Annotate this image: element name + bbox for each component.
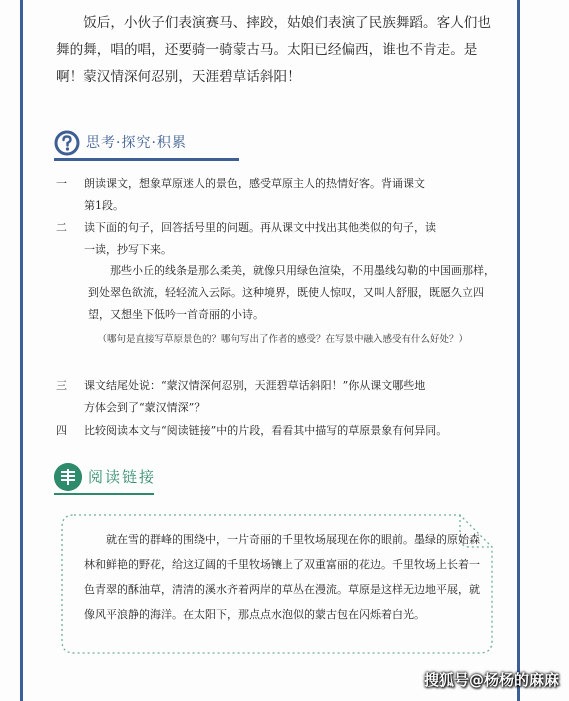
- question-text-cont: 一读，抄写下来。: [84, 243, 172, 256]
- question-number: 三: [56, 379, 67, 392]
- section-think-explore-title: [54, 130, 254, 160]
- section-underline: [54, 493, 154, 495]
- intro-paragraph: [56, 10, 502, 91]
- section-title-label: 阅读链接: [88, 468, 157, 486]
- section-reading-link-title: [54, 463, 214, 497]
- question-text-cont: 第1段。: [84, 199, 124, 212]
- reading-paragraph: 就在雪的群峰的围绕中，一片奇丽的千里牧场展现在你的眼前。墨绿的原始森林和鲜艳的野花，给这辽阔的千里牧场镶上了双重富丽的花边。千里牧场上长着一色青翠的酥油草，清清的溪水齐着两岸的草丛在漫流。草原是这样无边地平展，就像风平浪静的海洋。在太阳下，那点点水泡似的蒙古包在闪烁着白光。: [84, 533, 480, 621]
- book-icon: [54, 463, 82, 491]
- question-text-cont: 方体会到了“蒙汉情深”？: [84, 401, 206, 414]
- question-number: 二: [56, 221, 67, 234]
- quoted-passage: 那些小丘的线条是那么柔美，就像只用绿色渲染，不用墨线勾勒的中国画那样，到处翠色欲流，轻轻流入云际。这种境界，既使人惊叹，又叫人舒服，既愿久立四望，又想坐下低吟一首奇丽的小诗。: [88, 264, 495, 321]
- reading-link-text: [84, 527, 484, 627]
- section-underline: [54, 158, 239, 161]
- section-title-label: 思考·探究·积累: [86, 135, 187, 151]
- intro-text: 饭后，小伙子们表演赛马、摔跤，姑娘们表演了民族舞蹈。客人们也舞的舞，唱的唱，还要骑一骑蒙古马。太阳已经偏西，谁也不肯走。是啊！蒙汉情深何忍别，天涯碧草话斜阳！: [56, 15, 491, 85]
- reading-link-box: [60, 513, 494, 655]
- question-number: 四: [56, 424, 67, 437]
- question-text: 比较阅读本文与“阅读链接”中的片段，看看其中描写的草原景象有何异同。: [84, 424, 448, 437]
- question-circle-icon: [54, 130, 80, 156]
- question-hint: （哪句是直接写草原景色的？哪句写出了作者的感受？在写景中融入感受有什么好处？）: [97, 334, 469, 345]
- question-text: 朗读课文，想象草原迷人的景色，感受草原主人的热情好客。背诵课文: [84, 177, 425, 190]
- question-number: 一: [56, 177, 67, 190]
- watermark: 搜狐号@杨杨的麻麻: [423, 671, 559, 689]
- question-text: 课文结尾处说：“蒙汉情深何忍别，天涯碧草话斜阳！”你从课文哪些地: [84, 379, 426, 392]
- question-text: 读下面的句子，回答括号里的问题。再从课文中找出其他类似的句子，读: [84, 221, 436, 234]
